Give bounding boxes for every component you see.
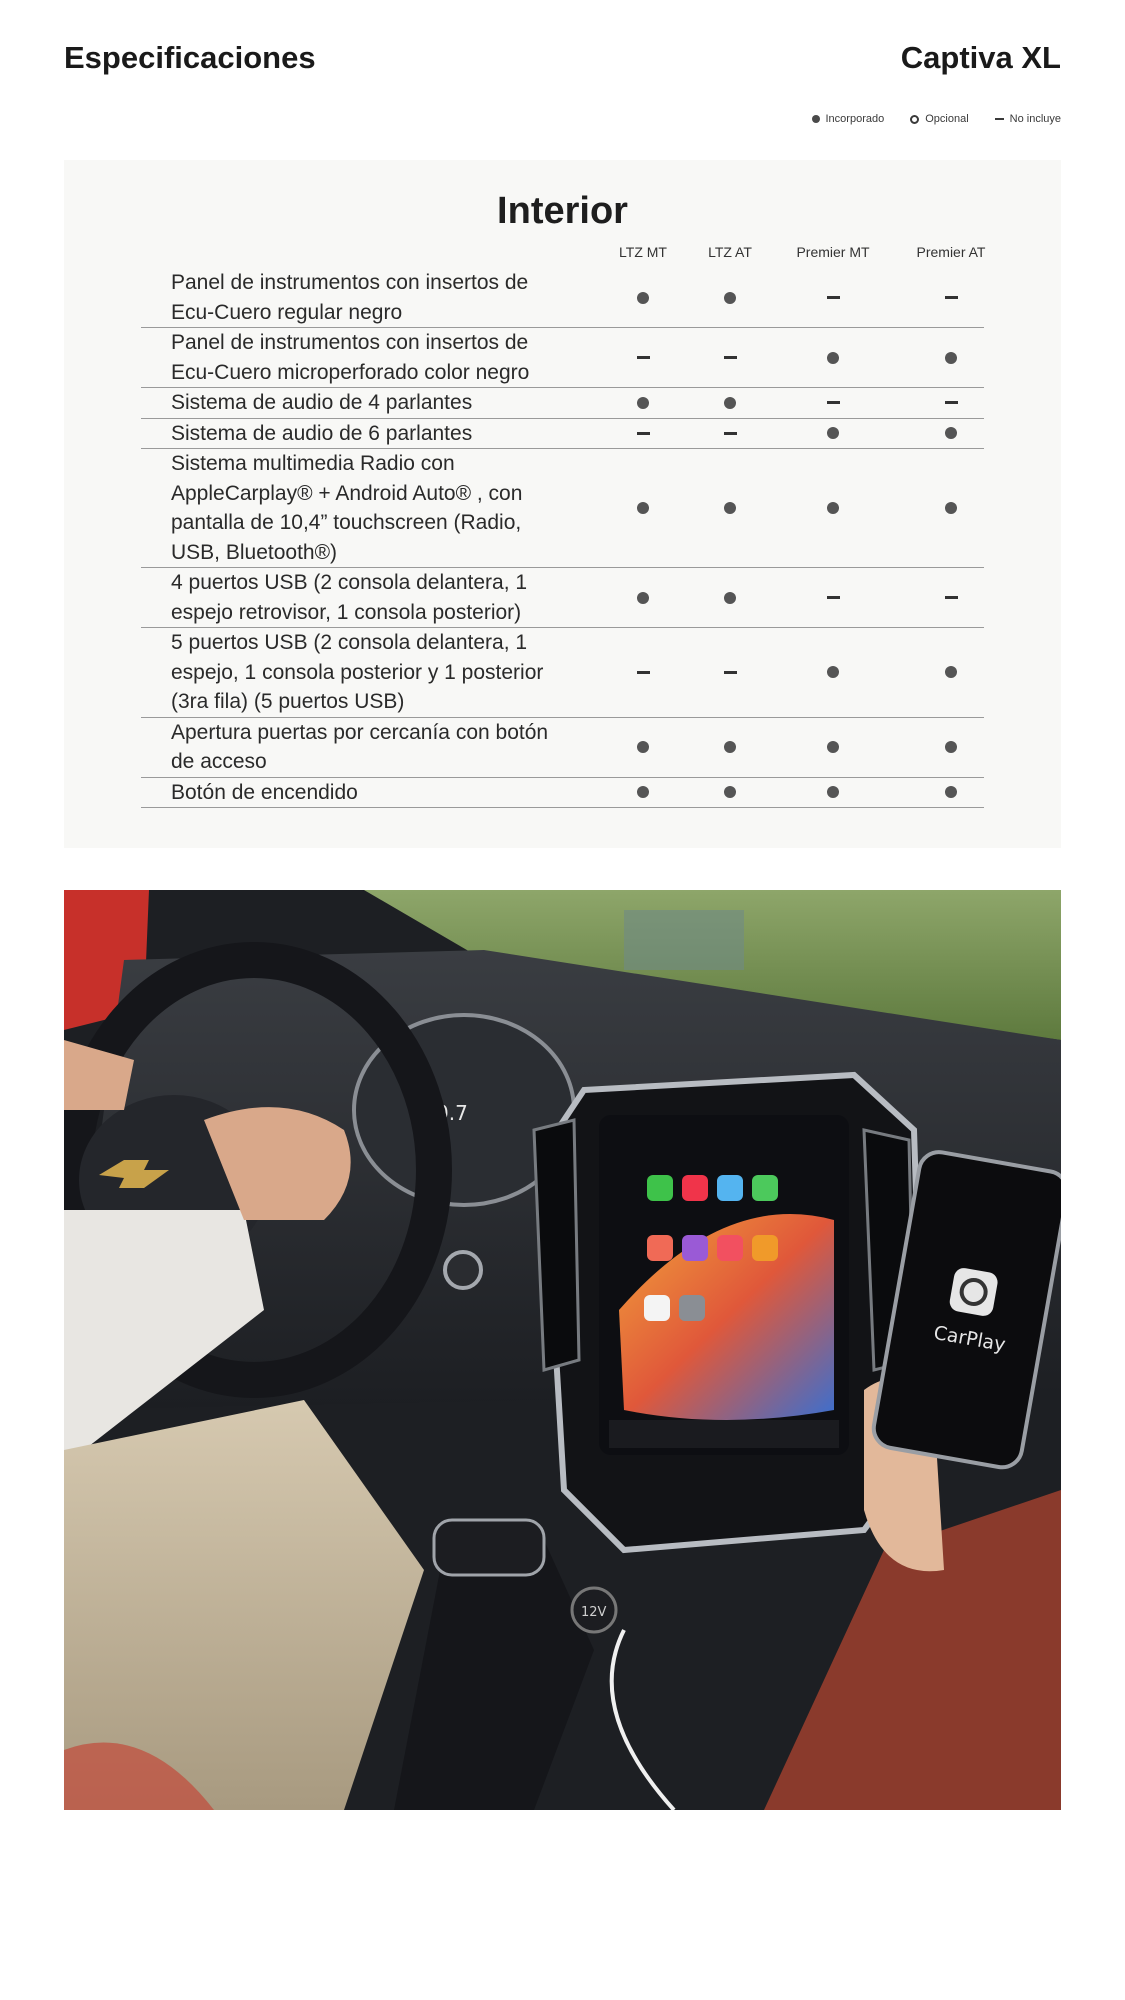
availability-cell	[901, 628, 1001, 717]
incorporated-dot-icon	[827, 352, 839, 364]
feature-name-line: (3ra fila) (5 puertos USB)	[171, 690, 405, 713]
incorporated-dot-icon	[637, 741, 649, 753]
availability-cell	[783, 568, 883, 627]
spec-row	[141, 419, 984, 450]
availability-cell	[593, 268, 693, 327]
model-name: Captiva XL	[900, 40, 1061, 75]
carplay-logo-icon	[948, 1266, 999, 1317]
podcasts-app-icon	[647, 1235, 673, 1261]
incorporated-dot-icon	[827, 502, 839, 514]
availability-cell	[783, 419, 883, 449]
not-included-dash-icon	[637, 356, 650, 359]
incorporated-dot-icon	[945, 502, 957, 514]
availability-cell	[680, 718, 780, 777]
feature-name-line: de acceso	[171, 750, 267, 773]
not-included-dash-icon	[827, 596, 840, 599]
feature-name-line: Panel de instrumentos con insertos de	[171, 271, 529, 294]
books-app-icon	[752, 1235, 778, 1261]
spec-row	[141, 718, 984, 778]
availability-cell	[901, 568, 1001, 627]
availability-cell	[680, 268, 780, 327]
feature-name	[141, 778, 621, 808]
incorporated-dot-icon	[637, 397, 649, 409]
spec-row	[141, 568, 984, 628]
availability-cell	[680, 328, 780, 387]
legend-not-included-label: No incluye	[1009, 113, 1061, 125]
availability-cell	[783, 718, 883, 777]
availability-cell	[593, 328, 693, 387]
screen-dock	[609, 1420, 839, 1448]
availability-cell	[593, 628, 693, 717]
availability-cell	[593, 449, 693, 567]
availability-cell	[901, 778, 1001, 808]
gear-knob	[434, 1520, 544, 1575]
filled-dot-icon	[812, 115, 820, 123]
not-included-dash-icon	[945, 296, 958, 299]
availability-cell	[901, 388, 1001, 418]
availability-cell	[680, 568, 780, 627]
incorporated-dot-icon	[827, 666, 839, 678]
music-app-icon	[682, 1175, 708, 1201]
messages-app-icon	[752, 1175, 778, 1201]
feature-name-line: Sistema multimedia Radio con	[171, 452, 455, 475]
settings-app-icon	[679, 1295, 705, 1321]
spec-row	[141, 628, 984, 718]
not-included-dash-icon	[945, 596, 958, 599]
availability-cell	[783, 449, 883, 567]
not-included-dash-icon	[637, 432, 650, 435]
incorporated-dot-icon	[827, 786, 839, 798]
spec-row	[141, 328, 984, 388]
availability-cell	[593, 419, 693, 449]
maps-app-icon	[717, 1175, 743, 1201]
feature-name-line: 5 puertos USB (2 consola delantera, 1	[171, 631, 528, 654]
spec-row	[141, 449, 984, 568]
availability-cell	[901, 718, 1001, 777]
incorporated-dot-icon	[945, 786, 957, 798]
page-header	[64, 40, 1061, 90]
spec-row	[141, 778, 984, 809]
incorporated-dot-icon	[945, 352, 957, 364]
feature-name-line: USB, Bluetooth®)	[171, 540, 338, 564]
feature-name	[141, 388, 621, 418]
feature-name	[141, 328, 621, 387]
page-title: Especificaciones	[64, 40, 316, 75]
availability-cell	[901, 449, 1001, 567]
availability-cell	[593, 778, 693, 808]
availability-cell	[783, 328, 883, 387]
audio-app-icon	[682, 1235, 708, 1261]
ring-icon	[910, 115, 919, 124]
not-included-dash-icon	[945, 401, 958, 404]
feature-name-line: Sistema de audio de 6 parlantes	[171, 421, 473, 445]
availability-cell	[680, 778, 780, 808]
speed-readout: 0.7	[436, 1101, 468, 1125]
incorporated-dot-icon	[724, 786, 736, 798]
feature-name-line: Sistema de audio de 4 parlantes	[171, 391, 473, 414]
feature-name	[141, 268, 621, 327]
calendar-app-icon	[644, 1295, 670, 1321]
legend-incorporated-label: Incorporado	[825, 113, 885, 125]
incorporated-dot-icon	[827, 427, 839, 439]
availability-cell	[901, 268, 1001, 327]
feature-name-line: 4 puertos USB (2 consola delantera, 1	[171, 571, 528, 594]
incorporated-dot-icon	[724, 741, 736, 753]
outlet-label: 12V	[581, 1605, 607, 1620]
incorporated-dot-icon	[724, 502, 736, 514]
incorporated-dot-icon	[637, 292, 649, 304]
incorporated-dot-icon	[637, 502, 649, 514]
incorporated-dot-icon	[945, 741, 957, 753]
feature-name-line: Panel de instrumentos con insertos de	[171, 331, 529, 354]
availability-cell	[783, 778, 883, 808]
dash-icon	[995, 118, 1004, 120]
column-header-premier-mt: Premier MT	[796, 244, 870, 260]
interior-photo-illustration	[64, 890, 1061, 1810]
spec-row	[141, 388, 984, 419]
incorporated-dot-icon	[724, 292, 736, 304]
feature-name-line: Botón de encendido	[171, 780, 358, 804]
column-header-ltz-mt: LTZ MT	[619, 244, 667, 260]
feature-name-line: pantalla de 10,4” touchscreen (Radio,	[171, 511, 522, 534]
availability-cell	[680, 628, 780, 717]
availability-cell	[680, 449, 780, 567]
feature-name	[141, 718, 621, 777]
interior-photo	[64, 890, 1061, 1810]
incorporated-dot-icon	[945, 666, 957, 678]
availability-cell	[593, 718, 693, 777]
legend-optional	[910, 113, 968, 125]
legend-not-included	[995, 113, 1061, 125]
feature-name	[141, 628, 621, 717]
column-header-premier-at: Premier AT	[916, 244, 986, 260]
legend-incorporated	[812, 113, 885, 125]
not-included-dash-icon	[724, 356, 737, 359]
feature-name	[141, 449, 621, 567]
availability-cell	[783, 628, 883, 717]
feature-name-line: Apertura puertas por cercanía con botón	[171, 720, 549, 744]
availability-cell	[593, 388, 693, 418]
legend	[812, 113, 1062, 125]
carplay-label: CarPlay	[932, 1321, 1008, 1357]
feature-name	[141, 568, 621, 627]
start-button	[445, 1252, 481, 1288]
availability-cell	[593, 568, 693, 627]
not-included-dash-icon	[827, 401, 840, 404]
availability-cell	[680, 388, 780, 418]
incorporated-dot-icon	[945, 427, 957, 439]
feature-name	[141, 419, 621, 449]
section-title: Interior	[497, 190, 628, 232]
feature-name-line: espejo retrovisor, 1 consola posterior)	[171, 600, 522, 624]
availability-cell	[680, 419, 780, 449]
feature-name-line: AppleCarplay® + Android Auto® , con	[171, 481, 523, 505]
incorporated-dot-icon	[724, 592, 736, 604]
spec-panel	[64, 160, 1061, 848]
availability-cell	[901, 419, 1001, 449]
not-included-dash-icon	[724, 432, 737, 435]
incorporated-dot-icon	[637, 786, 649, 798]
not-included-dash-icon	[637, 671, 650, 674]
availability-cell	[783, 388, 883, 418]
incorporated-dot-icon	[637, 592, 649, 604]
feature-name-line: Ecu-Cuero microperforado color negro	[171, 360, 530, 384]
news-app-icon	[717, 1235, 743, 1261]
incorporated-dot-icon	[827, 741, 839, 753]
not-included-dash-icon	[724, 671, 737, 674]
spec-table	[141, 268, 984, 808]
feature-name-line: Ecu-Cuero regular negro	[171, 300, 403, 324]
phone-app-icon	[647, 1175, 673, 1201]
column-header-ltz-at: LTZ AT	[708, 244, 752, 260]
incorporated-dot-icon	[724, 397, 736, 409]
legend-optional-label: Opcional	[925, 113, 969, 125]
availability-cell	[901, 328, 1001, 387]
spec-row	[141, 268, 984, 328]
not-included-dash-icon	[827, 296, 840, 299]
availability-cell	[783, 268, 883, 327]
feature-name-line: espejo, 1 consola posterior y 1 posterior	[171, 660, 544, 684]
